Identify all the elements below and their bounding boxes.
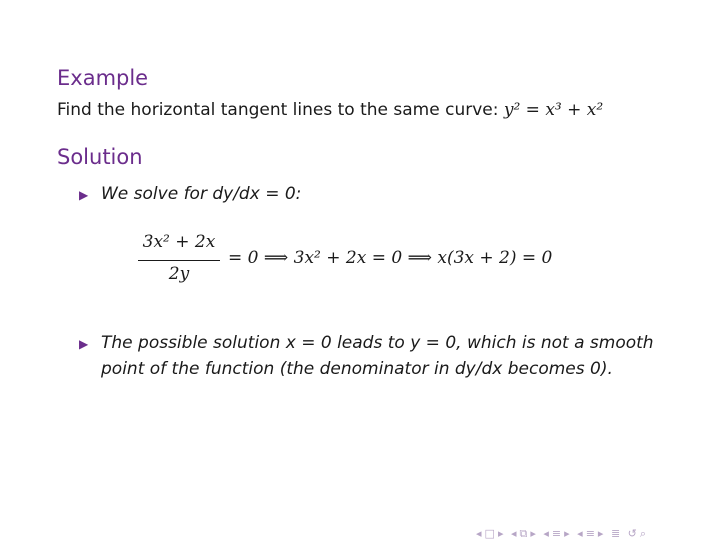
nav-right-icon[interactable]: ▸: [497, 527, 505, 540]
beamer-navigation: [476, 527, 649, 541]
fraction-denominator: 2y: [168, 264, 190, 284]
nav-left-icon[interactable]: ◂: [543, 527, 550, 540]
fraction-numerator: 3x² + 2x: [142, 232, 216, 252]
search-icon[interactable]: ↺: [627, 527, 638, 540]
example-text: Find the horizontal tangent lines to the same curve:: [57, 100, 499, 120]
solution-title: Solution: [57, 145, 143, 169]
nav-right-icon[interactable]: ▸: [597, 527, 605, 540]
bullet-1-text: We solve for dy/dx = 0:: [101, 184, 302, 204]
nav-right-icon[interactable]: ▸: [530, 527, 537, 540]
bullet-arrow-icon: ▶: [79, 337, 89, 351]
nav-left-icon[interactable]: ◂: [510, 527, 518, 540]
nav-right-icon[interactable]: ▸: [564, 527, 571, 540]
subsection-icon[interactable]: ⧉: [519, 527, 529, 540]
curve-equation: y² = x³ + x²: [503, 100, 604, 120]
fraction-bar: [138, 260, 220, 261]
frame-icon[interactable]: □: [484, 527, 496, 540]
align-icon[interactable]: ≣: [610, 527, 622, 540]
section-icon[interactable]: ≡: [585, 527, 596, 540]
example-title: Example: [57, 66, 149, 90]
example-text-line: [57, 100, 603, 120]
nav-left-icon[interactable]: ◂: [577, 527, 584, 540]
search-icon[interactable]: ⌕: [639, 527, 648, 540]
bullet-arrow-icon: ▶: [79, 188, 89, 202]
section-icon[interactable]: ≡: [551, 527, 563, 540]
nav-left-icon[interactable]: ◂: [476, 527, 483, 540]
bullet-2-text: The possible solution x = 0 leads to y = 0, which is not a smooth point of the function (the denominator in dy/dx becomes 0).: [101, 333, 654, 379]
equation-rest: = 0 ⟹ 3x² + 2x = 0 ⟹ x(3x + 2) = 0: [228, 248, 553, 268]
